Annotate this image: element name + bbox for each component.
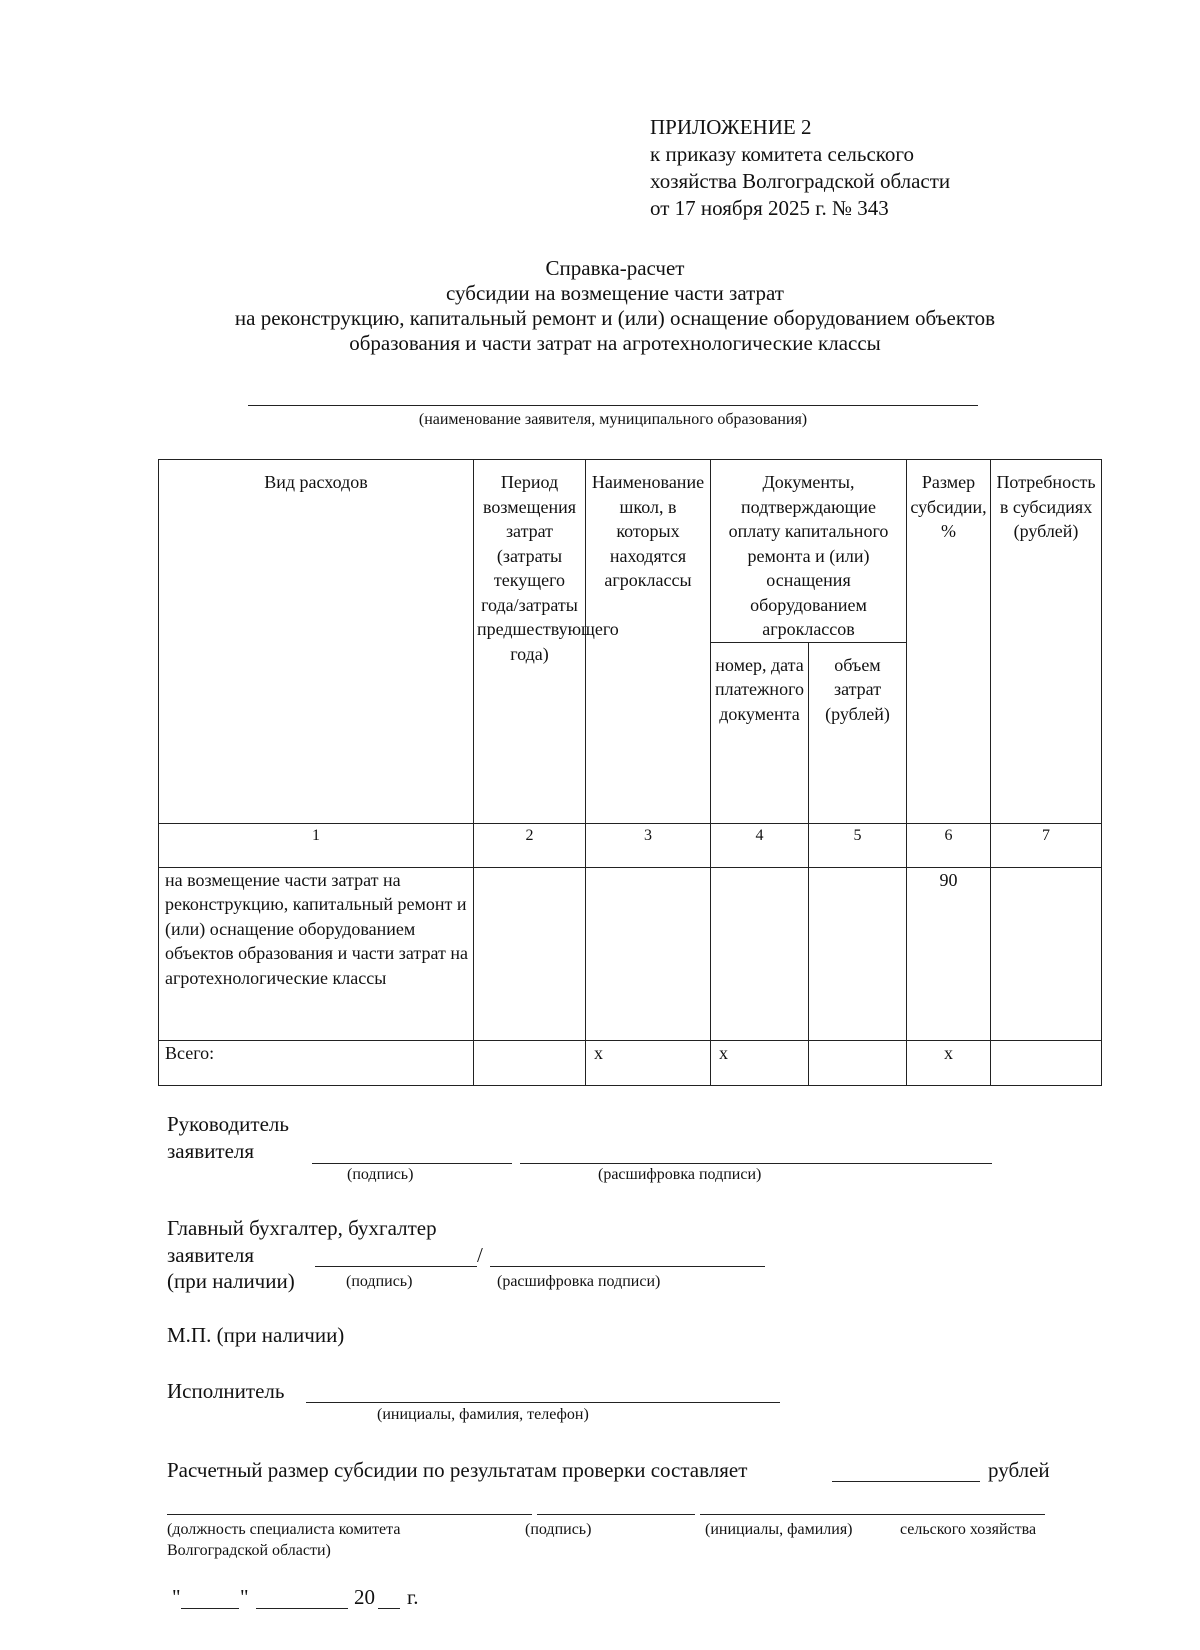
position-caption-1: (должность специалиста комитета	[167, 1521, 401, 1538]
column-number: 1	[159, 823, 474, 867]
applicant-name-line	[248, 405, 978, 406]
total-schools-cell: х	[586, 1040, 711, 1085]
head-decode-caption: (расшифровка подписи)	[598, 1166, 762, 1183]
row-subsidy-percent: 90	[907, 867, 991, 1040]
applicant-caption: (наименование заявителя, муниципального образования)	[418, 411, 808, 428]
row-schools-cell	[586, 867, 711, 1040]
total-payment-doc-cell: х	[711, 1040, 809, 1085]
total-subsidy-cell: х	[907, 1040, 991, 1085]
header-subsidy-need: Потребность в субсидиях (рублей)	[991, 460, 1102, 824]
verification-sign-caption: (подпись)	[525, 1521, 592, 1538]
column-number: 4	[711, 823, 809, 867]
header-subsidy-size: Размер субсидии, %	[907, 460, 991, 824]
table-row	[159, 867, 1102, 1040]
accountant-sign-caption: (подпись)	[346, 1273, 413, 1290]
verification-text: Расчетный размер субсидии по результатам проверки составляет	[167, 1458, 748, 1482]
date-month-line	[256, 1608, 348, 1609]
title-line: Справка-расчет	[545, 256, 685, 280]
row-need-cell	[991, 867, 1102, 1040]
date-year-prefix: 20	[354, 1585, 375, 1609]
appendix-title: ПРИЛОЖЕНИЕ 2	[650, 115, 812, 139]
executor-line	[306, 1402, 780, 1403]
column-number: 2	[474, 823, 586, 867]
header-documents: Документы, подтверждающие оплату капитального ремонта и (или) оснащения оборудованием агроклассов	[711, 460, 907, 643]
head-label-2: заявителя	[167, 1139, 255, 1163]
accountant-label-2: заявителя	[167, 1243, 255, 1267]
stamp-label: М.П. (при наличии)	[167, 1323, 345, 1347]
executor-label: Исполнитель	[167, 1379, 285, 1403]
document-title	[120, 256, 1110, 356]
verification-sign-line	[537, 1514, 695, 1515]
verification-name-caption: (инициалы, фамилия)	[705, 1521, 853, 1538]
row-amount-cell	[809, 867, 907, 1040]
appendix-block	[650, 114, 950, 222]
accountant-slash: /	[477, 1243, 483, 1267]
column-number: 7	[991, 823, 1102, 867]
row-expense-label: на возмещение части затрат на реконструкцию, капитальный ремонт и (или) оснащение оборудованием объектов образования и части затрат на агротехнологические классы	[159, 867, 474, 1040]
total-amount-cell	[809, 1040, 907, 1085]
header-schools: Наименование школ, в которых находятся агроклассы	[586, 460, 711, 824]
head-sign-caption: (подпись)	[347, 1166, 414, 1183]
row-payment-doc-cell	[711, 867, 809, 1040]
accountant-label-3: (при наличии)	[167, 1269, 295, 1293]
column-number: 5	[809, 823, 907, 867]
header-period: Период возмещения затрат (затраты текущего года/затраты предшествующего года)	[474, 460, 586, 824]
appendix-line: хозяйства Волгоградской области	[650, 169, 951, 193]
total-need-cell	[991, 1040, 1102, 1085]
total-label: Всего:	[159, 1040, 474, 1085]
verification-amount-line	[832, 1481, 980, 1482]
title-line: образования и части затрат на агротехнологические классы	[349, 331, 881, 355]
accountant-decode-caption: (расшифровка подписи)	[497, 1273, 661, 1290]
date-year-line	[378, 1608, 400, 1609]
header-row	[159, 460, 1102, 643]
accountant-signature-line	[315, 1266, 477, 1267]
head-decode-line	[520, 1163, 992, 1164]
date-quote-open: "	[172, 1585, 181, 1609]
title-line: на реконструкцию, капитальный ремонт и (или) оснащение оборудованием объектов	[234, 306, 996, 330]
head-label-1: Руководитель	[167, 1112, 289, 1136]
header-expense-amount: объем затрат (рублей)	[809, 642, 907, 823]
header-payment-doc: номер, дата платежного документа	[711, 642, 809, 823]
date-year-suffix: г.	[407, 1585, 419, 1609]
committee-caption: сельского хозяйства	[900, 1521, 1037, 1538]
appendix-line: к приказу комитета сельского	[650, 142, 915, 166]
executor-caption: (инициалы, фамилия, телефон)	[377, 1406, 589, 1423]
column-number: 3	[586, 823, 711, 867]
column-number-row	[159, 823, 1102, 867]
verification-currency: рублей	[988, 1458, 1050, 1482]
calculation-table	[158, 459, 1102, 1086]
date-quote-close: "	[240, 1585, 249, 1609]
total-period-cell	[474, 1040, 586, 1085]
position-line	[167, 1514, 532, 1515]
appendix-line: от 17 ноября 2025 г. № 343	[650, 196, 889, 220]
title-line: субсидии на возмещение части затрат	[446, 281, 784, 305]
head-signature-line	[312, 1163, 512, 1164]
total-row	[159, 1040, 1102, 1085]
row-period-cell	[474, 867, 586, 1040]
column-number: 6	[907, 823, 991, 867]
accountant-decode-line	[490, 1266, 765, 1267]
accountant-label-1: Главный бухгалтер, бухгалтер	[167, 1216, 437, 1240]
header-expense-type: Вид расходов	[159, 460, 474, 824]
verification-name-line	[700, 1514, 1045, 1515]
position-caption-2: Волгоградской области)	[167, 1542, 331, 1559]
date-day-line	[181, 1608, 239, 1609]
